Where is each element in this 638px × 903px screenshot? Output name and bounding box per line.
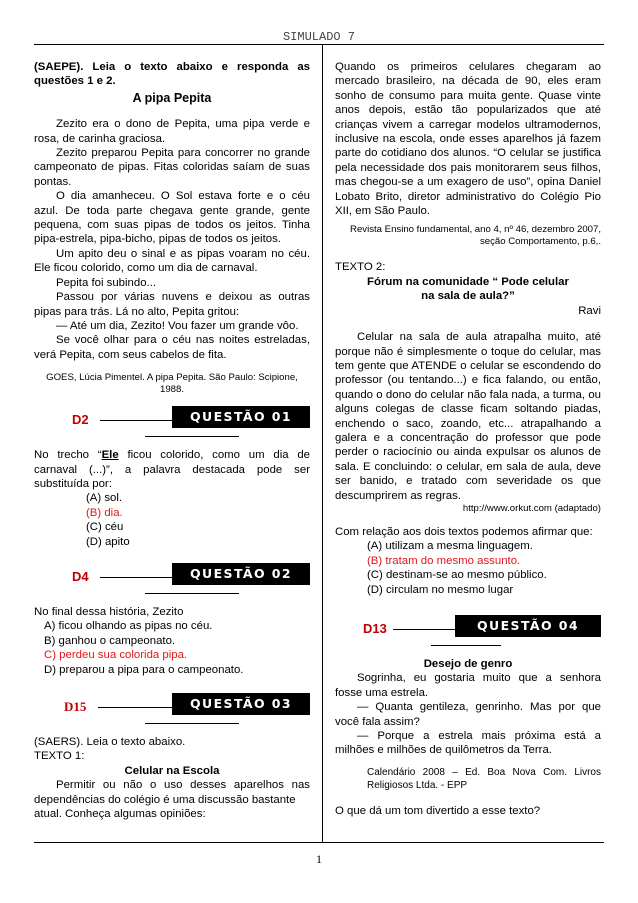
header-underline — [145, 593, 239, 594]
header-line — [393, 629, 455, 630]
option-a: A) ficou olhando as pipas no céu. — [44, 620, 213, 633]
option-c: (C) destinam-se ao mesmo público. — [367, 569, 547, 582]
text-2-author: Ravi — [578, 304, 601, 317]
top-rule — [34, 44, 604, 45]
header-line — [98, 707, 172, 708]
descriptor-code: D15 — [64, 699, 87, 714]
option-d: D) preparou a pipa para o campeonato. — [44, 663, 244, 676]
question-03-stem: Com relação aos dois textos podemos afirmar que: — [335, 525, 593, 538]
text-1-continuation: Quando os primeiros celulares chegaram ao mercado brasileiro, na década de 90, eles eram sonho de consumo para muita gente. Quase vinte anos depois, estão tão popularizados que até crianças vivem a carregar modelos ultramodernos, inclusive na escola, onde esses aparelhos já fazem parte do cotidiano dos alunos. “O celular se justifica pela necessidade dos pais monitorarem seus filhos, mas chegou-se a um exagero de uso”, opina Daniel Lobato Brito, diretor administrativo do Colégio Pio XII, em São Paulo. — [335, 61, 601, 218]
q4-text-line: — Quanta gentileza, genrinho. Mas por que você fala assim? — [335, 701, 601, 728]
q4-text-title: Desejo de genro — [423, 658, 513, 670]
question-04-header — [335, 615, 601, 643]
option-a: (A) sol. — [86, 492, 123, 505]
story-paragraph: O dia amanheceu. O Sol estava forte e o céu azul. De toda parte chegava gente grande, gente pequena, com suas pipas de todos os jeitos. Tinha pipa-estrela, pipa-bicho, pipas de todos os jeitos. — [34, 190, 310, 246]
option-c: (C) céu — [86, 521, 124, 534]
bottom-rule — [34, 842, 604, 843]
descriptor-code: D13 — [363, 621, 387, 636]
text-1-citation: Revista Ensino fundamental, ano 4, nº 46, dezembro 2007, seção Comportamento, p.6,. — [350, 224, 601, 248]
option-d: (D) circulam no mesmo lugar — [367, 583, 514, 596]
option-b-answer: (B) tratam do mesmo assunto. — [367, 554, 521, 567]
intro-instruction: (SAEPE). Leia o texto abaixo e responda as questões 1 e 2. — [34, 61, 310, 88]
header-underline — [145, 723, 239, 724]
question-01-stem: No trecho “Ele ficou colorido, como um dia de carnaval (...)”, a palavra destacada pode ser substituída por: — [34, 449, 311, 490]
question-label-box: QUESTÃO 03 — [172, 693, 310, 715]
question-02-stem: No final dessa história, Zezito — [34, 605, 184, 618]
header-line — [100, 420, 172, 421]
text-2-title: Fórum na comunidade “ Pode celular — [367, 275, 569, 288]
text-1-label: TEXTO 1: — [34, 750, 85, 763]
column-divider — [322, 45, 323, 842]
question-04-stem: O que dá um tom divertido a esse texto? — [335, 804, 541, 817]
option-c-answer: C) perdeu sua colorida pipa. — [44, 649, 188, 662]
text-1-title: Celular na Escola — [124, 764, 220, 777]
option-d: (D) apito — [86, 535, 130, 548]
highlighted-word: Ele — [101, 449, 119, 462]
text-2-label: TEXTO 2: — [335, 261, 386, 274]
left-column — [34, 60, 310, 821]
story-paragraph: — Até um dia, Zezito! Vou fazer um grande vôo. — [56, 319, 299, 332]
text-2-source: http://www.orkut.com (adaptado) — [462, 502, 601, 514]
question-label-box: QUESTÃO 04 — [455, 615, 601, 637]
q4-text-line: Sogrinha, eu gostaria muito que a senhora fosse uma estrela. — [335, 672, 601, 699]
descriptor-code: D2 — [72, 412, 89, 428]
story-citation: GOES, Lúcia Pimentel. A pipa Pepita. São Paulo: Scipione, 1988. — [46, 372, 298, 396]
header-underline — [431, 645, 501, 646]
page-header: SIMULADO 7 — [282, 30, 355, 44]
q4-citation: Calendário 2008 – Ed. Boa Nova Com. Livros Religiosos Ltda. - EPP — [367, 766, 601, 791]
question-label-box: QUESTÃO 02 — [172, 563, 310, 585]
page-number: 1 — [316, 852, 322, 866]
q4-text-line: — Porque a estrela mais próxima está a milhões e milhões de quilômetros da Terra. — [335, 730, 601, 757]
story-paragraph: Se você olhar para o céu nas noites estreladas, verá Pepita, com seus cabelos de fita. — [34, 334, 310, 361]
header-line — [100, 577, 172, 578]
text-2-title: na sala de aula?” — [421, 290, 515, 303]
question-label-box: QUESTÃO 01 — [172, 406, 310, 428]
option-b: B) ganhou o campeonato. — [44, 634, 176, 647]
question-02-header — [34, 563, 310, 591]
question-03-header — [34, 693, 310, 721]
story-paragraph: Zezito era o dono de Pepita, uma pipa verde e rosa, de carinha graciosa. — [34, 118, 310, 145]
right-column — [335, 60, 601, 818]
option-a: (A) utilizam a mesma linguagem. — [367, 540, 533, 553]
story-paragraph: Um apito deu o sinal e as pipas voaram no céu. Ele ficou colorido, como um dia de carnaval. — [34, 247, 310, 275]
header-underline — [145, 436, 239, 437]
story-title: A pipa Pepita — [132, 90, 212, 105]
descriptor-code: D4 — [72, 568, 89, 584]
text-2-body: Celular na sala de aula atrapalha muito, até porque não é simplesmente o toque do celular, mas tem gente que ATENDE o celular se escondendo do professor (ou tentando...) e fica falando, ou então, quando o dono do celular não fala nada, a turma, ou alguns colegas de classe ficam soltando piadas, enchendo o saco, zoando, etc... atrapalhando a galera e a concentração do professor que pode perder o raciocínio ou ainda expulsar os alunos de sala. E concluindo: o celular, em sala de aula, deve ser banido, e tratado com severidade os que descumprirem as regras. — [335, 331, 601, 502]
question-01-header — [34, 406, 310, 434]
story-paragraph: Passou por várias nuvens e deixou as outras pipas para trás. Lá no alto, Pepita gritou: — [34, 291, 310, 318]
option-b-answer: (B) dia. — [86, 506, 123, 519]
question-03-intro: (SAERS). Leia o texto abaixo. — [34, 736, 186, 748]
story-paragraph: Pepita foi subindo... — [56, 276, 157, 289]
story-paragraph: Zezito preparou Pepita para concorrer no grande campeonato de pipas. Fitas coloridas saíam de suas pontas. — [34, 147, 310, 188]
text-1-paragraph: Permitir ou não o uso desses aparelhos nas dependências do colégio é uma discussão bastante — [34, 779, 310, 806]
text-1-paragraph: atual. Conheça algumas opiniões: — [34, 808, 206, 821]
